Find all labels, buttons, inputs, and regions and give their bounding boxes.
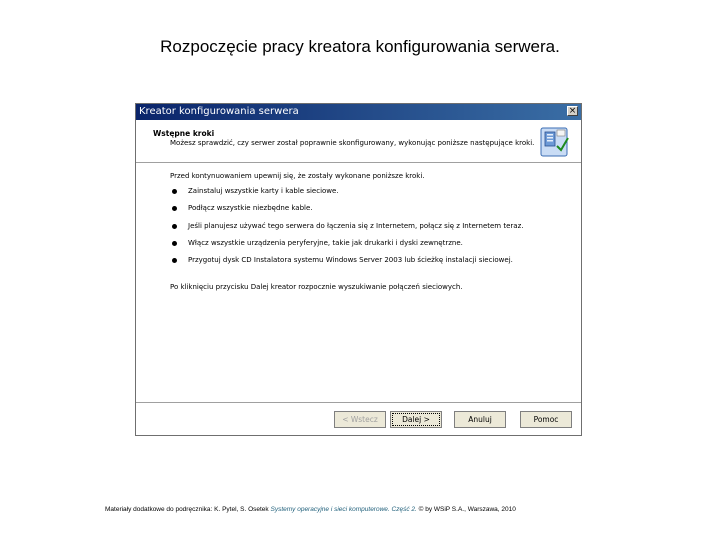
help-button[interactable]: Pomoc (520, 411, 572, 428)
caption-prefix: Materiały dodatkowe do podręcznika: K. Pytel, S. Osetek (105, 506, 271, 513)
footer-caption (105, 506, 516, 513)
window-titlebar[interactable] (136, 104, 581, 120)
list-item (170, 239, 570, 256)
steps-list (170, 187, 570, 273)
next-button[interactable]: Dalej > (390, 411, 442, 428)
slide-title: Rozpoczęcie pracy kreatora konfigurowania serwera. (160, 37, 560, 56)
header-description: Możesz sprawdzić, czy serwer został poprawnie skonfigurowany, wykonując poniższe następujące kroki. (170, 139, 535, 147)
step-text: Zainstaluj wszystkie karty i kable sieciowe. (188, 187, 339, 195)
bullet-icon (172, 241, 177, 246)
footer-divider (136, 402, 581, 404)
outro-text: Po kliknięciu przycisku Dalej kreator rozpocznie wyszukiwanie połączeń sieciowych. (170, 283, 463, 291)
list-item (170, 187, 570, 204)
wizard-body (136, 163, 581, 403)
window-title: Kreator konfigurowania serwera (139, 106, 299, 117)
close-icon[interactable]: × (568, 106, 577, 116)
caption-book-title: Systemy operacyjne i sieci komputerowe. Część 2. (270, 506, 417, 513)
step-text: Jeśli planujesz używać tego serwera do łączenia się z Internetem, połącz się z Internetem teraz. (188, 221, 524, 230)
list-item (170, 256, 570, 273)
bullet-icon (172, 258, 177, 263)
bullet-icon (172, 206, 177, 211)
server-wizard-icon (539, 124, 571, 158)
step-text: Przygotuj dysk CD Instalatora systemu Windows Server 2003 lub ścieżkę instalacji sieciowej. (188, 256, 513, 265)
list-item (170, 204, 570, 221)
cancel-button[interactable]: Anuluj (454, 411, 506, 428)
intro-text: Przed kontynuowaniem upewnij się, że zostały wykonane poniższe kroki. (170, 172, 425, 180)
bullet-icon (172, 224, 177, 229)
step-text: Włącz wszystkie urządzenia peryferyjne, takie jak drukarki i dyski zewnętrzne. (188, 238, 463, 247)
back-button[interactable]: < Wstecz (334, 411, 386, 428)
header-title: Wstępne kroki (153, 129, 215, 138)
wizard-header (136, 120, 581, 163)
wizard-window (135, 103, 582, 436)
caption-suffix: © by WSiP S.A., Warszawa, 2010 (416, 506, 516, 513)
bullet-icon (172, 189, 177, 194)
list-item (170, 222, 570, 239)
step-text: Podłącz wszystkie niezbędne kable. (188, 204, 313, 213)
